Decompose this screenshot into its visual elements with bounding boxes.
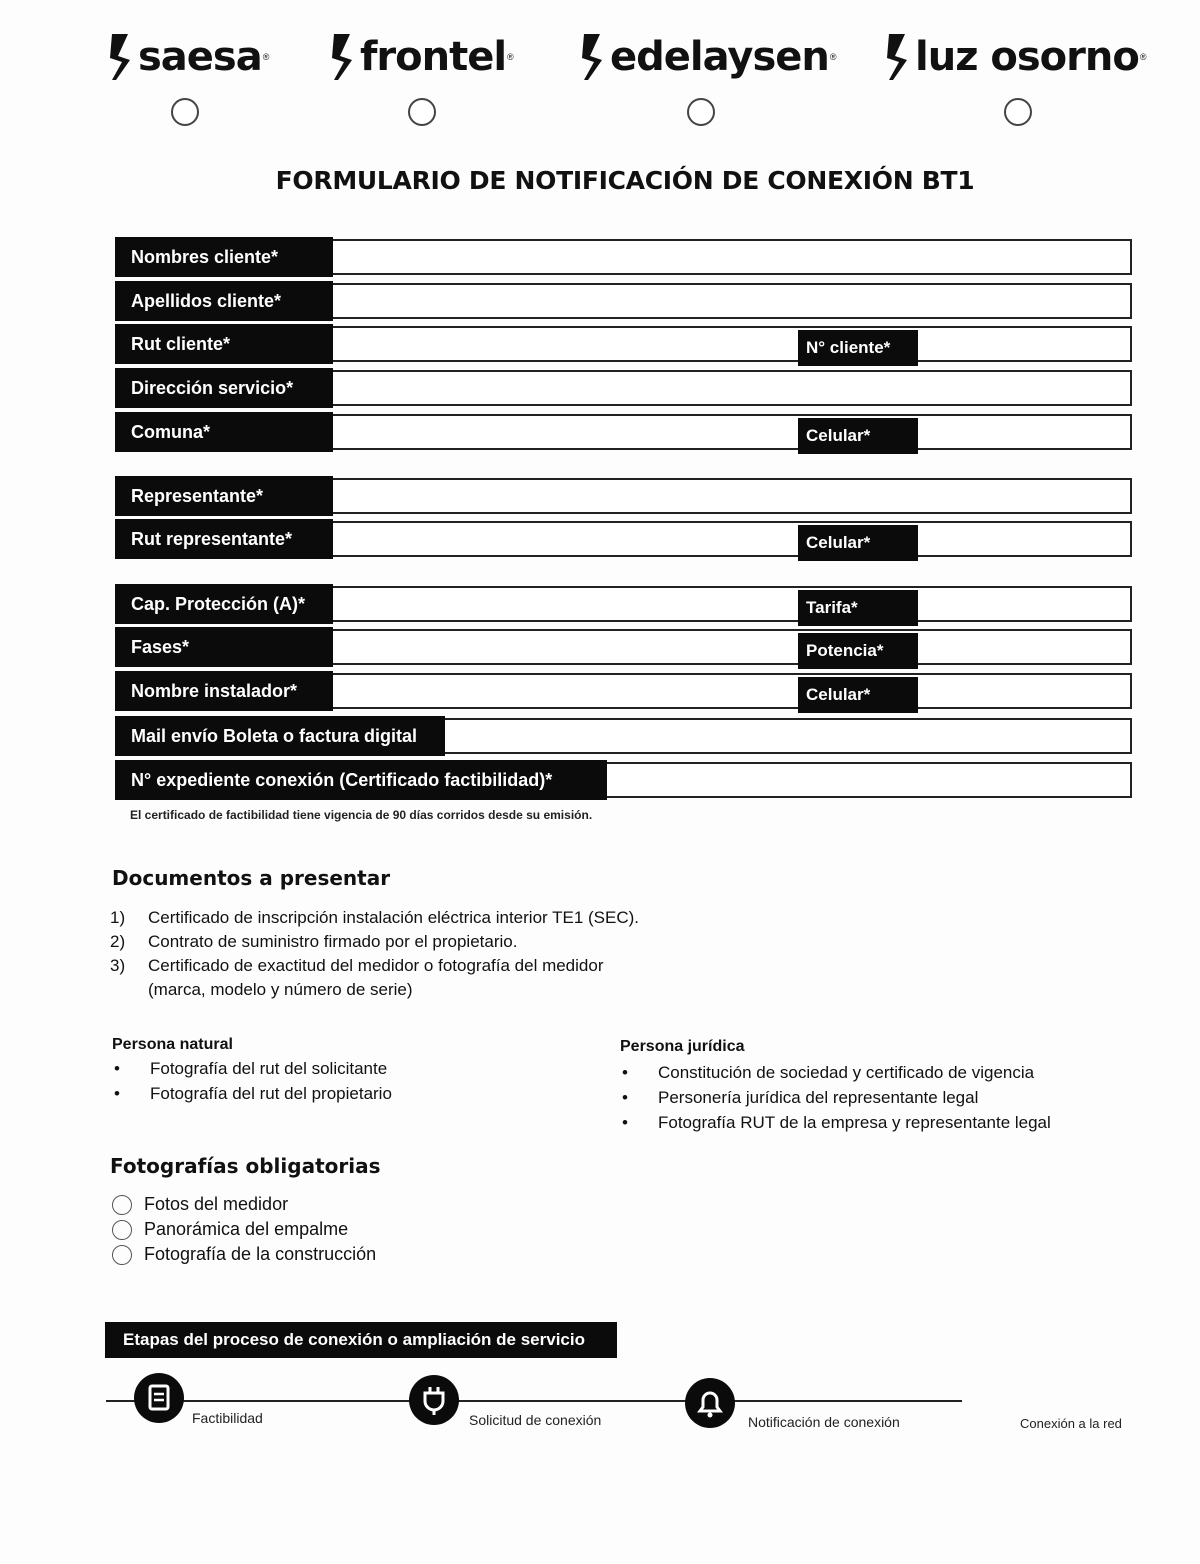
step-label-notificacion: Notificación de conexión [748, 1414, 900, 1430]
radio-luz-osorno[interactable] [1004, 98, 1032, 126]
checkbox-fotografia-construccion[interactable]: Fotografía de la construcción [112, 1242, 376, 1267]
brand-mark-icon [580, 30, 606, 84]
form-title: FORMULARIO DE NOTIFICACIÓN DE CONEXIÓN BT1 [275, 166, 975, 195]
field-mail-boleta[interactable] [115, 716, 1132, 756]
step-label-factibilidad: Factibilidad [192, 1410, 263, 1426]
documentos-list [110, 906, 639, 1002]
field-label: N° expediente conexión (Certificado factibilidad)* [115, 760, 607, 800]
field-label-potencia: Potencia* [798, 633, 918, 669]
radio-frontel[interactable] [408, 98, 436, 126]
timeline-line [106, 1400, 962, 1402]
documentos-heading: Documentos a presentar [112, 866, 391, 890]
field-label: Mail envío Boleta o factura digital [115, 716, 445, 756]
list-item: • Fotografía del rut del solicitante [114, 1059, 388, 1078]
etapas-banner: Etapas del proceso de conexión o ampliación de servicio [105, 1322, 617, 1358]
radio-circle-icon[interactable] [112, 1245, 132, 1265]
step-label-conexion-red: Conexión a la red [1020, 1416, 1122, 1431]
field-label-celular: Celular* [798, 525, 918, 561]
field-rut-cliente[interactable] [115, 324, 1132, 364]
brand-mark-icon [108, 30, 134, 84]
brand-name: edelaysen [610, 34, 829, 80]
factibilidad-note: El certificado de factibilidad tiene vigencia de 90 días corridos desde su emisión. [130, 808, 593, 822]
fotografias-list [112, 1192, 376, 1267]
field-label-tarifa: Tarifa* [798, 590, 918, 626]
checkbox-fotos-medidor[interactable]: Fotos del medidor [112, 1192, 376, 1217]
brand-luz-osorno: luz osorno ® [885, 30, 1147, 84]
field-label: Comuna* [115, 412, 333, 452]
field-rut-representante[interactable] [115, 519, 1132, 559]
field-comuna[interactable] [115, 412, 1132, 452]
field-representante[interactable] [115, 476, 1132, 516]
brand-name: luz osorno [915, 34, 1139, 80]
brand-name: saesa [138, 34, 262, 80]
document-icon [134, 1373, 184, 1423]
field-label: Representante* [115, 476, 333, 516]
field-label-n-cliente: N° cliente* [798, 330, 918, 366]
field-nombre-instalador[interactable] [115, 671, 1132, 711]
persona-natural-list [110, 1056, 392, 1106]
list-item: 1) Certificado de inscripción instalación eléctrica interior TE1 (SEC). [110, 908, 639, 927]
list-item: • Fotografía del rut del propietario [114, 1084, 392, 1103]
radio-circle-icon[interactable] [112, 1220, 132, 1240]
persona-natural-heading: Persona natural [112, 1036, 233, 1053]
field-apellidos-cliente[interactable] [115, 281, 1132, 321]
field-label-celular: Celular* [798, 418, 918, 454]
field-label: Rut cliente* [115, 324, 333, 364]
brand-saesa: saesa ® [108, 30, 269, 84]
persona-juridica-list [618, 1060, 1051, 1135]
plug-icon [409, 1375, 459, 1425]
field-label: Cap. Protección (A)* [115, 584, 333, 624]
field-fases[interactable] [115, 627, 1132, 667]
list-item: • Constitución de sociedad y certificado de vigencia [622, 1063, 1035, 1082]
fotografias-heading: Fotografías obligatorias [110, 1154, 381, 1178]
field-label-celular: Celular* [798, 677, 918, 713]
brand-frontel: frontel ® [330, 30, 514, 84]
list-item: • Fotografía RUT de la empresa y representante legal [622, 1113, 1051, 1132]
list-item: • Personería jurídica del representante legal [622, 1088, 979, 1107]
step-label-solicitud: Solicitud de conexión [469, 1412, 602, 1428]
field-cap-proteccion[interactable] [115, 584, 1132, 624]
persona-juridica-heading: Persona jurídica [620, 1038, 745, 1055]
list-item: 2) Contrato de suministro firmado por el propietario. [110, 932, 518, 951]
field-label: Apellidos cliente* [115, 281, 333, 321]
brand-mark-icon [885, 30, 911, 84]
field-label: Dirección servicio* [115, 368, 333, 408]
brand-mark-icon [330, 30, 356, 84]
list-item: 3) Certificado de exactitud del medidor o fotografía del medidor [110, 956, 604, 975]
radio-circle-icon[interactable] [112, 1195, 132, 1215]
field-label: Fases* [115, 627, 333, 667]
brand-edelaysen: edelaysen ® [580, 30, 837, 84]
brand-name: frontel [360, 34, 507, 80]
field-label: Nombre instalador* [115, 671, 333, 711]
field-label: Nombres cliente* [115, 237, 333, 277]
list-item-continuation: (marca, modelo y número de serie) [148, 980, 413, 999]
field-label: Rut representante* [115, 519, 333, 559]
checkbox-panoramica-empalme[interactable]: Panorámica del empalme [112, 1217, 376, 1242]
radio-edelaysen[interactable] [687, 98, 715, 126]
field-direccion-servicio[interactable] [115, 368, 1132, 408]
bell-icon [685, 1378, 735, 1428]
radio-saesa[interactable] [171, 98, 199, 126]
field-expediente-conexion[interactable] [115, 760, 1132, 800]
field-nombres-cliente[interactable] [115, 237, 1132, 277]
